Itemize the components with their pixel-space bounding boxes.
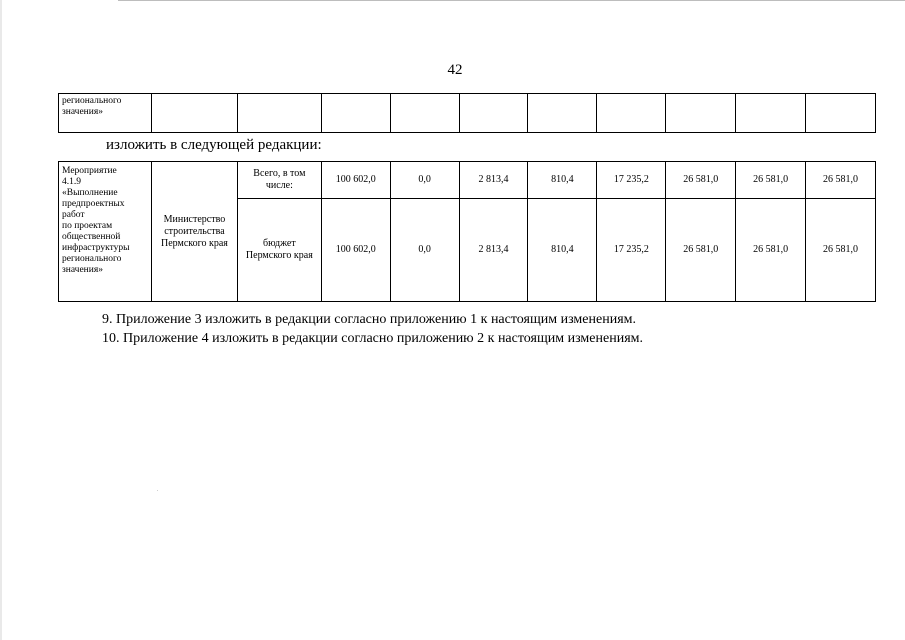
activity-cell: [59, 162, 152, 302]
value-cell: 26 581,0: [666, 199, 736, 302]
table-cell: [390, 94, 459, 133]
activity-line: регионального: [62, 254, 122, 264]
table-cell: [459, 94, 528, 133]
activity-line: общественной: [62, 232, 121, 242]
value-cell: 2 813,4: [459, 199, 528, 302]
activity-table: [58, 161, 876, 302]
activity-line: «Выполнение: [62, 188, 118, 198]
value-cell: 26 581,0: [736, 199, 806, 302]
previous-table-fragment: [58, 93, 876, 133]
table-row: [59, 162, 876, 199]
page-top-edge: [118, 0, 905, 1]
executor-line: строительства: [164, 225, 225, 237]
value-cell: 26 581,0: [806, 199, 876, 302]
source-line: Пермского края: [245, 250, 313, 261]
page-number: 42: [447, 62, 463, 78]
fragment-line: регионального: [62, 96, 122, 106]
source-cell: [237, 199, 321, 302]
table-cell: [237, 94, 321, 133]
value-cell: 0,0: [390, 162, 459, 199]
activity-line: значения»: [62, 265, 103, 275]
value-cell: 0,0: [390, 199, 459, 302]
executor-line: Министерство: [163, 213, 226, 225]
table-cell: [806, 94, 876, 133]
table-cell: [528, 94, 597, 133]
table-cell: [321, 94, 390, 133]
executor-line: Пермского края: [160, 237, 228, 249]
table-cell: [736, 94, 806, 133]
fragment-first-cell: [59, 94, 152, 133]
fragment-line: значения»: [62, 107, 103, 117]
source-cell: [237, 162, 321, 199]
value-cell: 810,4: [528, 162, 597, 199]
table-cell: [151, 94, 237, 133]
activity-line: предпроектных: [62, 199, 125, 209]
paragraph-10: 10. Приложение 4 изложить в редакции согласно приложению 2 к настоящим изменениям.: [102, 331, 643, 346]
value-cell: 26 581,0: [666, 162, 736, 199]
value-cell: 100 602,0: [321, 162, 390, 199]
redaction-instruction: изложить в следующей редакции:: [106, 137, 322, 153]
value-cell: 810,4: [528, 199, 597, 302]
scan-left-edge: [0, 0, 2, 640]
table-cell: [597, 94, 666, 133]
value-cell: 26 581,0: [806, 162, 876, 199]
source-line: бюджет: [263, 238, 296, 249]
value-cell: 26 581,0: [736, 162, 806, 199]
table-cell: [666, 94, 736, 133]
source-line: Всего, в том: [253, 168, 306, 179]
paragraph-9: 9. Приложение 3 изложить в редакции согласно приложению 1 к настоящим изменениям.: [102, 312, 636, 327]
activity-line: Мероприятие: [62, 166, 117, 176]
activity-line: инфраструктуры: [62, 243, 130, 253]
executor-cell: [151, 162, 237, 302]
value-cell: 2 813,4: [459, 162, 528, 199]
value-cell: 17 235,2: [597, 162, 666, 199]
scan-speck: [157, 490, 158, 491]
value-cell: 100 602,0: [321, 199, 390, 302]
value-cell: 17 235,2: [597, 199, 666, 302]
activity-line: по проектам: [62, 221, 113, 231]
activity-line: 4.1.9: [62, 177, 81, 187]
source-line: числе:: [265, 180, 293, 191]
activity-line: работ: [62, 210, 85, 220]
